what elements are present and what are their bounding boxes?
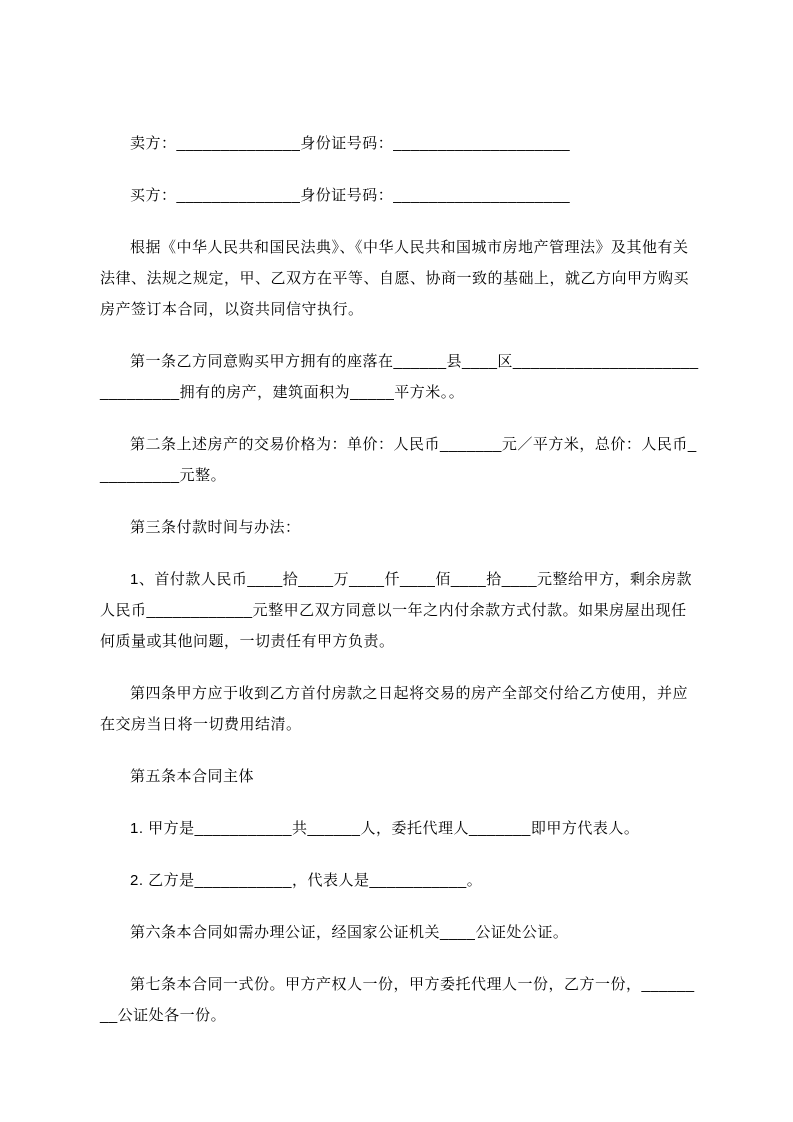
preamble-paragraph: 根据《中华人民共和国民法典》、《中华人民共和国城市房地产管理法》及其他有关法律、法规之规定，甲、乙双方在平等、自愿、协商一致的基础上，就乙方向甲方购买房产签订本合同，以资共同信守执行。 [100, 239, 690, 318]
clause-6-paragraph: 第六条本合同如需办理公证，经国家公证机关____公证处公证。 [130, 924, 569, 941]
clause-4-paragraph: 第四条甲方应于收到乙方首付房款之日起将交易的房产全部交付给乙方使用，并应在交房当日将一切费用结清。 [100, 685, 689, 733]
clause-1-paragraph: 第一条乙方同意购买甲方拥有的座落在______县____区______________________________拥有的房产，建筑面积为_____平方米。。 [100, 353, 699, 401]
clause-2-paragraph: 第二条上述房产的交易价格为：单价：人民币_______元／平方米，总价：人民币__________元整。 [100, 436, 697, 484]
clause-5-heading: 第五条本合同主体 [130, 768, 255, 785]
seller-line: 卖方：______________身份证号码：____________________ [130, 135, 571, 152]
clause-3-heading: 第三条付款时间与办法： [130, 519, 301, 536]
clause-5-item-2: 2. 乙方是___________，代表人是___________。 [130, 872, 483, 889]
buyer-line: 买方：______________身份证号码：____________________ [130, 187, 571, 204]
clause-5-item-1: 1. 甲方是___________共______人，委托代理人_______即甲方代表人。 [130, 820, 640, 837]
contract-body [100, 128, 700, 1031]
clause-3-item-1: 1、首付款人民币____拾____万____仟____佰____拾____元整给甲方，剩余房款人民币____________元整甲乙双方同意以一年之内付余款方式付款。如果房屋出现任何质量或其他问题，一切责任有甲方负责。 [100, 571, 693, 650]
clause-7-paragraph: 第七条本合同一式份。甲方产权人一份，甲方委托代理人一份，乙方一份，________公证处各一份。 [100, 976, 695, 1024]
